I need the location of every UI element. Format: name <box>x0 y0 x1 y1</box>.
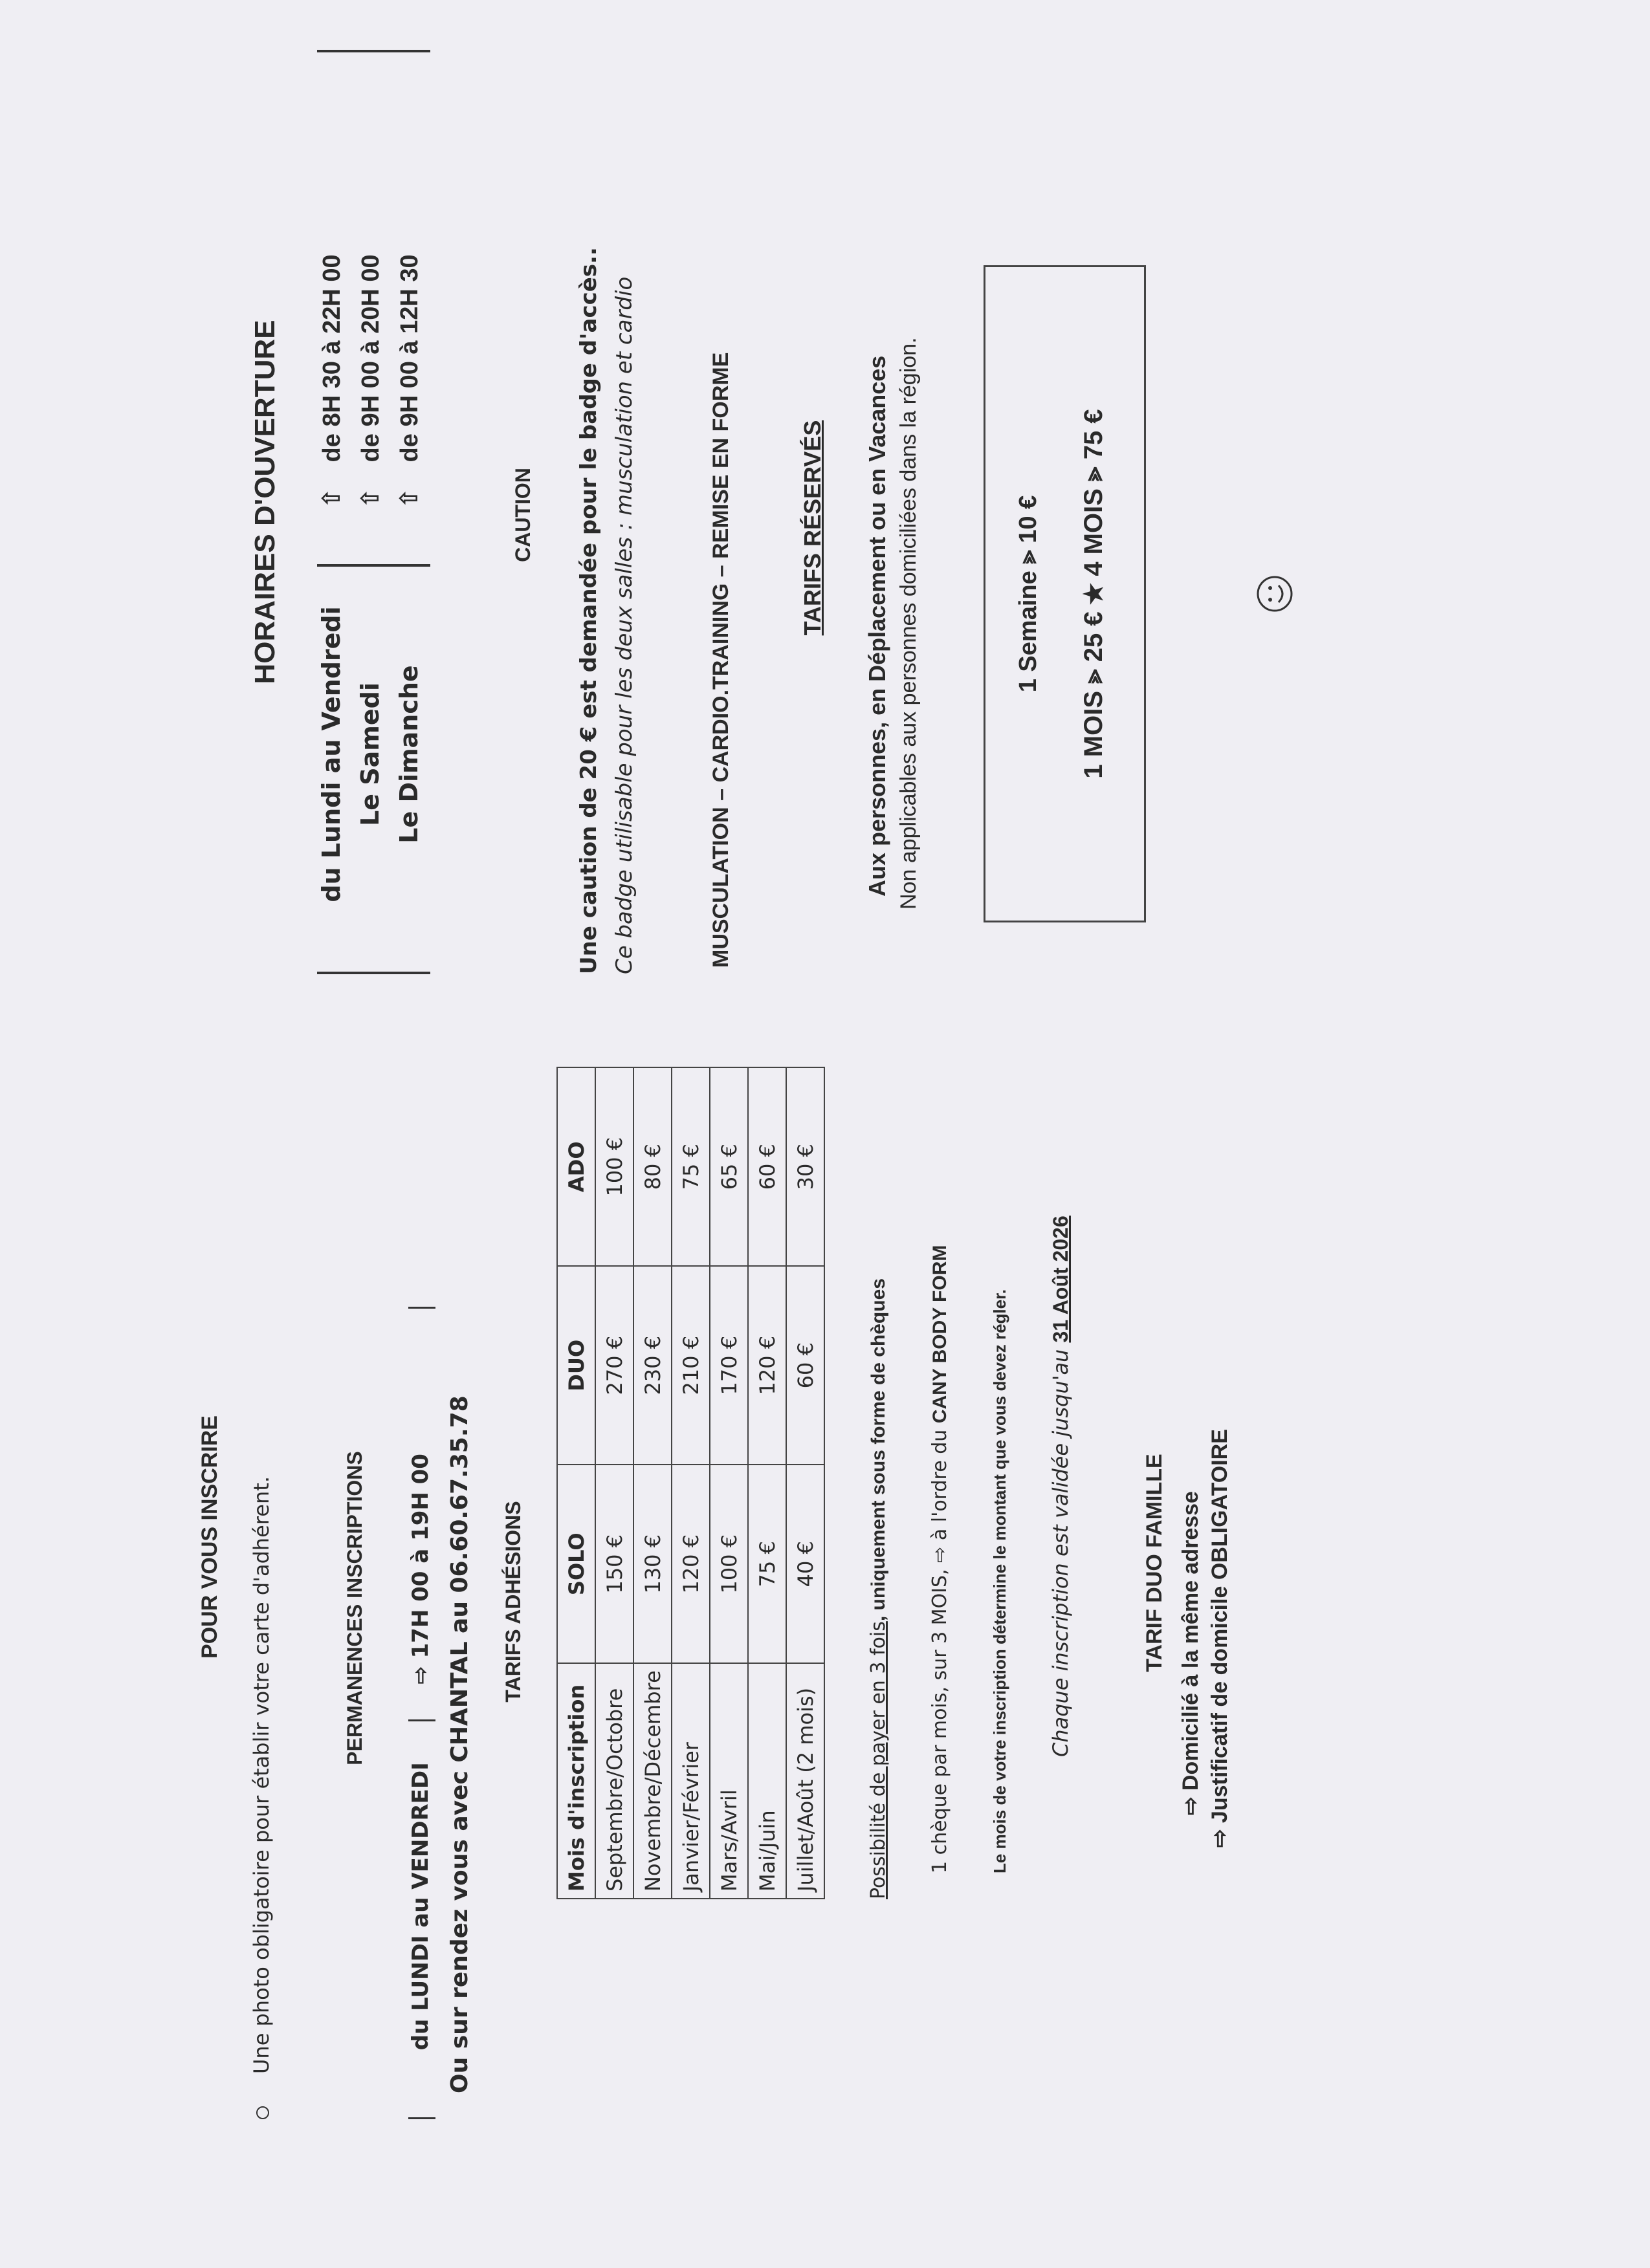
caution-line-2: Ce badge utilisable pour les deux salles : musculation et cardio <box>611 276 637 974</box>
divider <box>408 1307 435 1309</box>
validity-line <box>1048 1216 1073 1757</box>
table-header: ADO <box>557 1067 595 1266</box>
caution-line-1: Une caution de 20 € est demandée pour le badge d'accès.. <box>576 247 602 974</box>
permanences-days: du LUNDI au VENDREDI <box>408 1762 434 2051</box>
table-cell: 120 € <box>748 1266 786 1465</box>
table-cell: 120 € <box>672 1465 710 1663</box>
tarifs-reserves-line-1: Aux personnes, en Déplacement ou en Vacances <box>864 355 890 897</box>
arrow-right-icon: ⇨ <box>408 1666 434 1685</box>
table-cell: 40 € <box>786 1465 824 1663</box>
arrow-up-icon: ⇧ <box>317 488 346 508</box>
tarifs-table <box>556 1067 825 1899</box>
horaires-block <box>311 49 434 974</box>
horaire-hours: de 9H 00 à 12H 30 <box>396 254 423 463</box>
box-line-week: 1 Semaine ⪢ 10 € <box>1015 495 1042 693</box>
tarifs-adhesions-title: TARIFS ADHÉSIONS <box>501 1501 525 1703</box>
inscription-title: POUR VOUS INSCRIRE <box>197 1415 222 1659</box>
table-cell: 170 € <box>710 1266 748 1465</box>
payment-line-1 <box>867 1278 890 1899</box>
table-row <box>672 1067 710 1899</box>
photo-note-text: Une photo obligatoire pour établir votre carte d'adhérent. <box>249 1476 274 2074</box>
horaire-hours: de 9H 00 à 20H 00 <box>357 254 384 463</box>
table-cell: Mars/Avril <box>710 1663 748 1899</box>
payment-3x: Possibilité de payer en 3 fois <box>867 1621 890 1899</box>
tarifs-reserves-box <box>984 265 1146 922</box>
horaire-hours-line <box>395 254 424 508</box>
table-cell: Novembre/Décembre <box>633 1663 672 1899</box>
payment-order: CANY BODY FORM <box>929 1245 951 1424</box>
horaires-section <box>0 4 1650 974</box>
permanences-line <box>408 1214 435 2119</box>
bullet-icon <box>256 2106 269 2119</box>
duo-famille-title: TARIF DUO FAMILLE <box>1142 1454 1167 1672</box>
box-line-months: 1 MOIS ⪢ 25 € ★ 4 MOIS ⪢ 75 € <box>1079 409 1108 779</box>
caution-title: CAUTION <box>511 468 534 562</box>
payment-line-3: Le mois de votre inscription détermine le montant que vous devez régler. <box>990 1289 1009 1873</box>
divider <box>317 972 430 974</box>
activities-line: MUSCULATION – CARDIO.TRAINING – REMISE EN FORME <box>709 352 733 968</box>
photo-note <box>249 1476 274 2119</box>
table-row <box>633 1067 672 1899</box>
table-header: DUO <box>557 1266 595 1465</box>
tarifs-reserves-title: TARIFS RÉSERVÉS <box>799 420 826 636</box>
table-cell: 75 € <box>672 1067 710 1266</box>
payment-monthly: 1 chèque par mois, sur 3 MOIS, ⇨ à l'ordre du <box>929 1423 951 1873</box>
tarifs-reserves-line-2: Non applicables aux personnes domiciliées dans la région. <box>896 337 921 910</box>
divider <box>317 50 430 52</box>
table-row <box>786 1067 824 1899</box>
payment-cheques: , uniquement sous forme de chèques <box>868 1278 889 1622</box>
table-cell: Septembre/Octobre <box>595 1663 633 1899</box>
duo-famille-line-1: ⇨ Domicilié à la même adresse <box>1178 1491 1203 1815</box>
table-cell: 210 € <box>672 1266 710 1465</box>
validity-text: Chaque inscription est validée jusqu'au <box>1048 1342 1073 1757</box>
table-row <box>710 1067 748 1899</box>
horaire-days: du Lundi au Vendredi <box>317 606 346 902</box>
table-header-row <box>557 1067 595 1899</box>
permanences-title: PERMANENCES INSCRIPTIONS <box>343 1451 366 1765</box>
permanences-hours: 17H 00 à 19H 00 <box>408 1454 434 1659</box>
table-cell: 100 € <box>710 1465 748 1663</box>
smiley-icon <box>1255 574 1294 613</box>
table-row <box>748 1067 786 1899</box>
arrow-up-icon: ⇧ <box>395 488 423 508</box>
table-cell: 60 € <box>748 1067 786 1266</box>
table-header: SOLO <box>557 1465 595 1663</box>
horaire-hours-line <box>317 254 346 508</box>
table-cell: Mai/Juin <box>748 1663 786 1899</box>
divider <box>408 1719 435 1721</box>
table-cell: 75 € <box>748 1465 786 1663</box>
inscription-section <box>0 974 1650 2119</box>
table-header: Mois d'inscription <box>557 1663 595 1899</box>
horaire-days: Le Dimanche <box>395 665 423 844</box>
horaire-days: Le Samedi <box>356 682 384 826</box>
divider <box>408 2117 435 2119</box>
table-row <box>595 1067 633 1899</box>
table-cell: 130 € <box>633 1465 672 1663</box>
table-cell: 150 € <box>595 1465 633 1663</box>
horaire-hours-line <box>356 254 385 508</box>
divider <box>317 564 430 567</box>
horaires-title: HORAIRES D'OUVERTURE <box>249 320 281 684</box>
table-cell: 80 € <box>633 1067 672 1266</box>
arrow-up-icon: ⇧ <box>356 488 384 508</box>
duo-famille-line-2: ⇨ Justificatif de domicile OBLIGATOIRE <box>1207 1429 1232 1848</box>
table-cell: Janvier/Février <box>672 1663 710 1899</box>
table-cell: Juillet/Août (2 mois) <box>786 1663 824 1899</box>
table-cell: 60 € <box>786 1266 824 1465</box>
rdv-text: Ou sur rendez vous avec CHANTAL au 06.60.67.35.78 <box>446 1395 473 2093</box>
table-cell: 65 € <box>710 1067 748 1266</box>
horaire-hours: de 8H 30 à 22H 00 <box>318 254 346 463</box>
validity-date: 31 Août 2026 <box>1049 1216 1072 1343</box>
payment-line-2 <box>929 1245 951 1873</box>
table-cell: 270 € <box>595 1266 633 1465</box>
table-cell: 100 € <box>595 1067 633 1266</box>
table-cell: 230 € <box>633 1266 672 1465</box>
table-cell: 30 € <box>786 1067 824 1266</box>
